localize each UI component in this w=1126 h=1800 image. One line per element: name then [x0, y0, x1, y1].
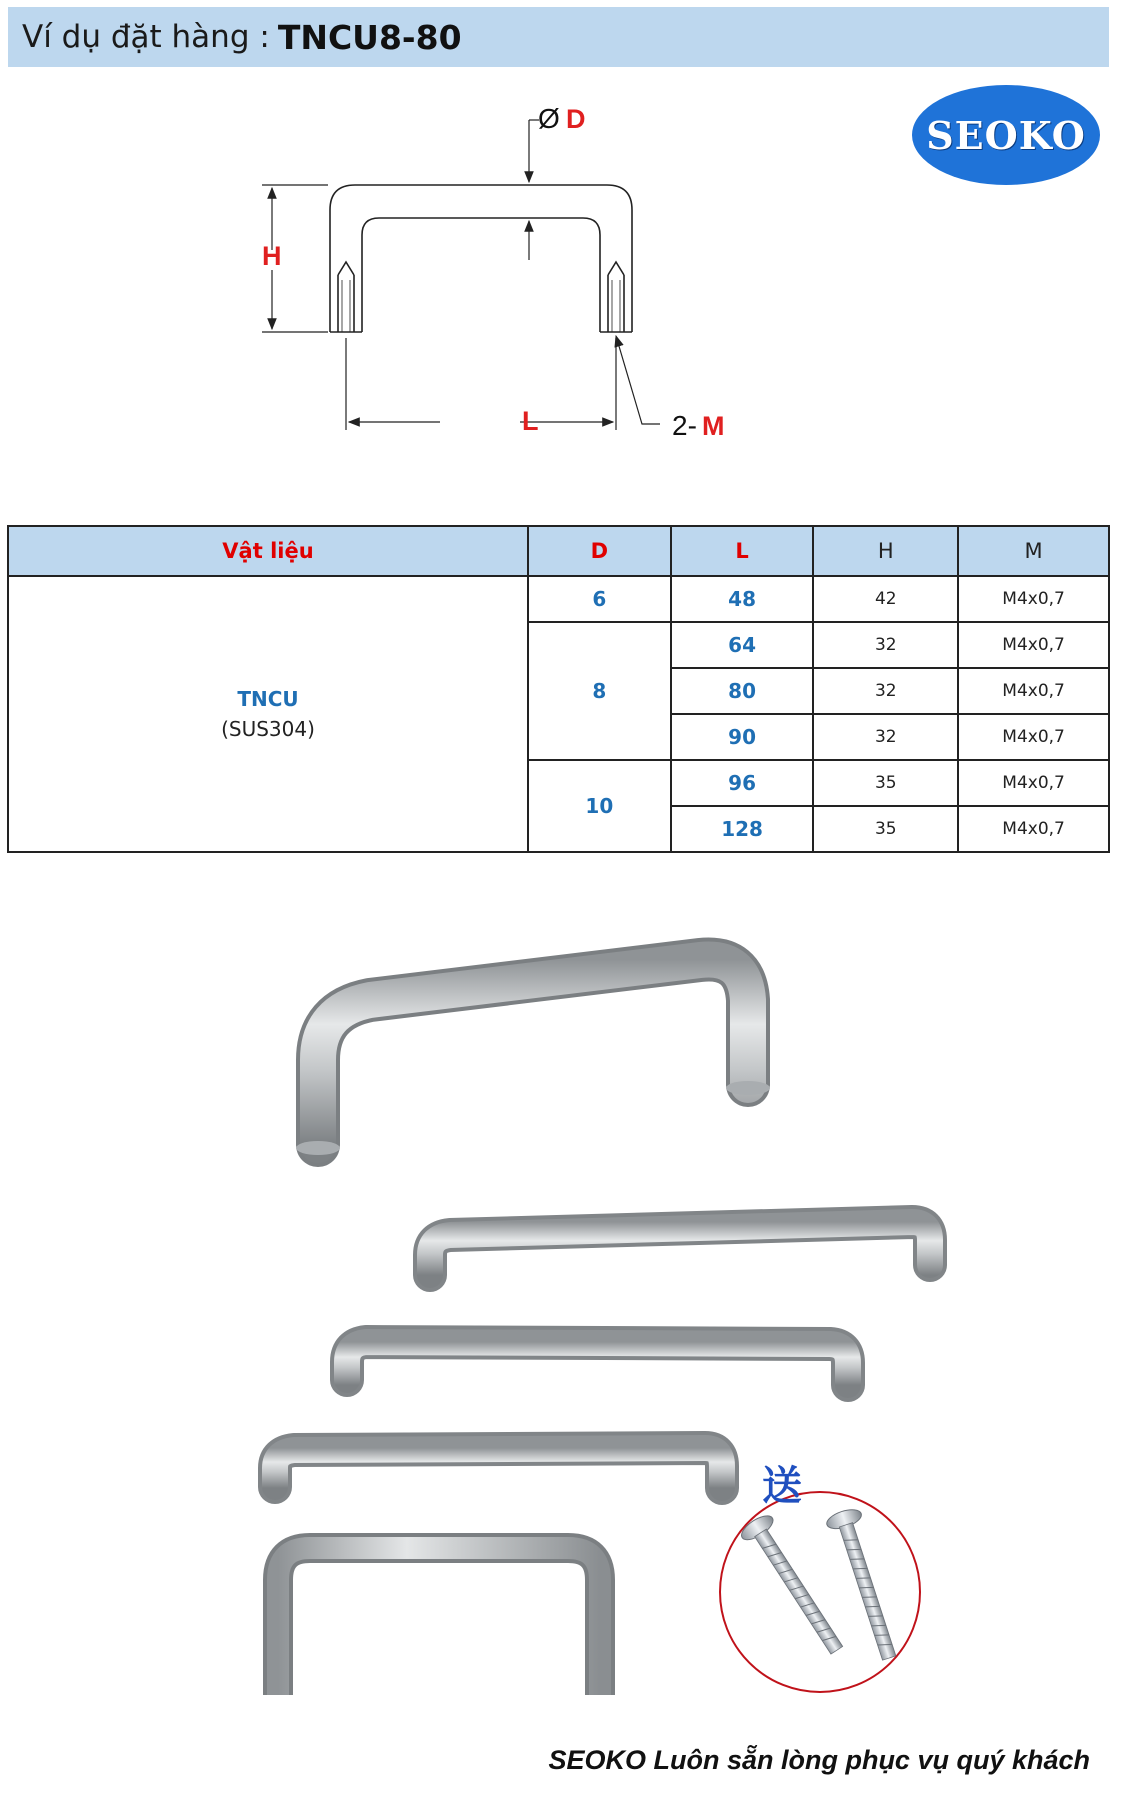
handle-photo-perspective — [296, 960, 770, 1156]
table-row — [8, 576, 1109, 622]
m-cell: M4x0,7 — [958, 806, 1109, 852]
m-cell: M4x0,7 — [958, 760, 1109, 806]
h-cell: 32 — [813, 622, 958, 668]
l-cell: 96 — [671, 760, 814, 806]
free-screws-badge — [700, 1447, 940, 1697]
logo-text: SEOKO — [926, 112, 1086, 158]
material-name: TNCU — [237, 687, 299, 711]
col-header-m: M — [958, 526, 1109, 576]
material-cell — [8, 576, 528, 852]
col-header-h: H — [813, 526, 958, 576]
gift-label: 送 — [762, 1463, 802, 1509]
handle-photo-front — [278, 1548, 600, 1695]
l-cell: 64 — [671, 622, 814, 668]
m-cell: M4x0,7 — [958, 622, 1109, 668]
h-cell: 42 — [813, 576, 958, 622]
height-label: H — [262, 241, 282, 271]
l-cell: 128 — [671, 806, 814, 852]
d-cell: 8 — [528, 622, 671, 760]
seoko-logo — [912, 85, 1100, 185]
m-cell: M4x0,7 — [958, 576, 1109, 622]
col-header-l: L — [671, 526, 814, 576]
col-header-material: Vật liệu — [8, 526, 528, 576]
h-cell: 35 — [813, 806, 958, 852]
order-example-banner — [8, 7, 1109, 67]
order-example-label: Ví dụ đặt hàng : — [22, 19, 270, 55]
product-photos — [0, 900, 1126, 1720]
screws-illustration — [700, 1447, 940, 1697]
spec-table — [7, 525, 1110, 853]
l-cell: 80 — [671, 668, 814, 714]
d-cell: 6 — [528, 576, 671, 622]
handle-dimension-diagram — [250, 100, 870, 450]
h-cell: 32 — [813, 668, 958, 714]
footer-slogan: SEOKO Luôn sẵn lòng phục vụ quý khách — [548, 1745, 1090, 1775]
m-cell: M4x0,7 — [958, 714, 1109, 760]
l-cell: 48 — [671, 576, 814, 622]
thread-prefix-label: 2- — [672, 410, 697, 441]
table-header-row — [8, 526, 1109, 576]
diameter-symbol: Ø — [538, 103, 560, 134]
h-cell: 32 — [813, 714, 958, 760]
l-cell: 90 — [671, 714, 814, 760]
m-cell: M4x0,7 — [958, 668, 1109, 714]
thread-label: M — [702, 411, 725, 441]
d-cell: 10 — [528, 760, 671, 852]
diameter-label: D — [566, 104, 586, 134]
material-grade: (SUS304) — [221, 717, 315, 741]
handle-photo-side-2 — [347, 1342, 848, 1385]
h-cell: 35 — [813, 760, 958, 806]
handle-photo-side-1 — [430, 1222, 930, 1275]
handle-photo-side-3 — [275, 1448, 722, 1488]
col-header-d: D — [528, 526, 671, 576]
order-code: TNCU8-80 — [277, 17, 462, 57]
length-label: L — [522, 406, 539, 436]
